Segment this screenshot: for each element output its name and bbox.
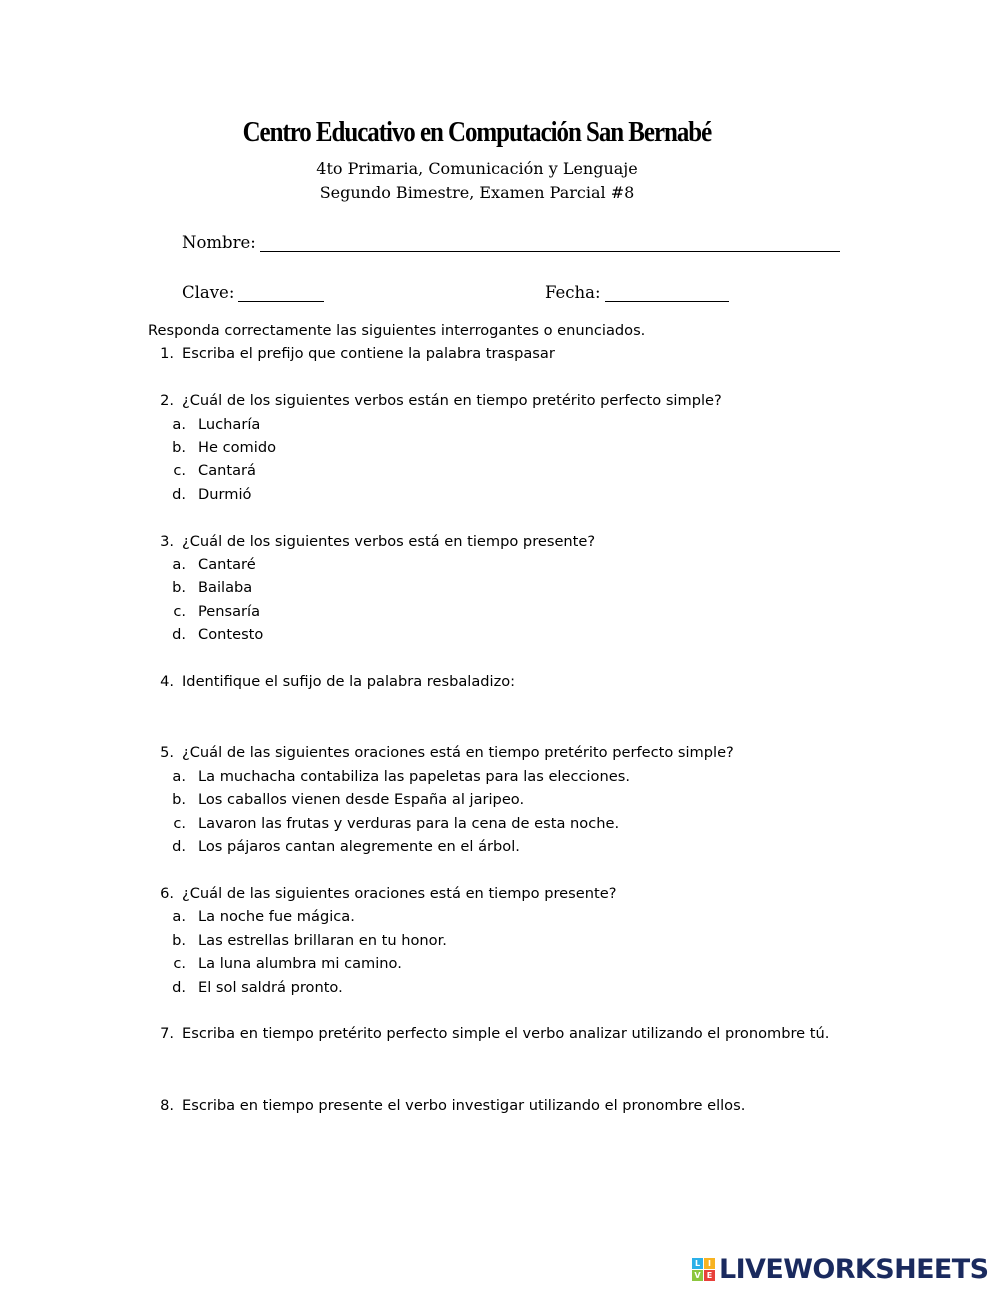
question-number: 3. (160, 532, 174, 550)
option-letter: a. (172, 415, 186, 433)
option-letter: b. (172, 579, 186, 597)
option-item[interactable] (148, 812, 968, 835)
option-letter: a. (172, 908, 186, 926)
question-7 (148, 1022, 968, 1045)
options-list (148, 765, 968, 859)
option-text: Los caballos vienen desde España al jaripeo. (198, 791, 525, 809)
option-item[interactable] (148, 600, 968, 623)
date-field[interactable] (545, 283, 729, 302)
questions-section (148, 319, 968, 1117)
brand-name: LIVEWORKSHEETS (719, 1254, 989, 1285)
question-number: 4. (160, 673, 174, 691)
option-letter: b. (172, 931, 186, 949)
name-label: Nombre: (182, 233, 256, 252)
question-text: ¿Cuál de los siguientes verbos están en tiempo pretérito perfecto simple? (182, 392, 722, 410)
question-text: Escriba en tiempo presente el verbo investigar utilizando el pronombre ellos. (182, 1096, 746, 1114)
option-text: Pensaría (198, 602, 261, 620)
option-text: Durmió (198, 485, 252, 503)
question-number: 5. (160, 744, 174, 762)
question-5 (148, 741, 968, 764)
option-item[interactable] (148, 905, 968, 928)
mark-letter-l: L (692, 1258, 703, 1269)
question-text: Escriba el prefijo que contiene la palabra traspasar (182, 345, 555, 363)
option-text: Lucharía (198, 415, 261, 433)
option-text: He comido (198, 439, 277, 457)
option-text: La noche fue mágica. (198, 908, 355, 926)
date-blank[interactable] (605, 283, 729, 302)
option-text: Cantará (198, 462, 256, 480)
question-8 (148, 1094, 968, 1117)
question-1 (148, 342, 968, 365)
question-6 (148, 882, 968, 905)
option-text: El sol saldrá pronto. (198, 978, 343, 996)
option-item[interactable] (148, 436, 968, 459)
option-letter: a. (172, 556, 186, 574)
option-letter: d. (172, 626, 186, 644)
option-letter: b. (172, 439, 186, 457)
option-item[interactable] (148, 413, 968, 436)
code-blank[interactable] (238, 283, 324, 302)
option-text: Los pájaros cantan alegremente en el árbol. (198, 838, 520, 856)
page-title: Centro Educativo en Computación San Bernabé (242, 116, 712, 148)
option-item[interactable] (148, 553, 968, 576)
code-field[interactable] (182, 283, 324, 302)
options-list (148, 413, 968, 507)
question-number: 6. (160, 884, 174, 902)
mark-letter-v: V (692, 1270, 703, 1281)
option-text: La muchacha contabiliza las papeletas para las elecciones. (198, 767, 630, 785)
option-item[interactable] (148, 623, 968, 646)
options-list (148, 905, 968, 999)
option-letter: b. (172, 791, 186, 809)
liveworksheets-mark-icon (692, 1258, 715, 1281)
exam-subtitle: Segundo Bimestre, Examen Parcial #8 (319, 183, 635, 202)
mark-letter-i: I (704, 1258, 715, 1269)
mark-letter-e: E (704, 1270, 715, 1281)
option-item[interactable] (148, 459, 968, 482)
question-number: 1. (160, 345, 174, 363)
option-letter: c. (173, 955, 186, 973)
question-number: 2. (160, 392, 174, 410)
option-item[interactable] (148, 835, 968, 858)
option-text: Lavaron las frutas y verduras para la cena de esta noche. (198, 814, 620, 832)
option-item[interactable] (148, 952, 968, 975)
option-text: La luna alumbra mi camino. (198, 955, 402, 973)
question-number: 7. (160, 1025, 174, 1043)
liveworksheets-logo (692, 1254, 988, 1285)
option-item[interactable] (148, 976, 968, 999)
option-letter: c. (173, 814, 186, 832)
question-text: ¿Cuál de los siguientes verbos está en tiempo presente? (182, 532, 596, 550)
date-label: Fecha: (545, 283, 601, 302)
instructions: Responda correctamente las siguientes interrogantes o enunciados. (148, 322, 646, 339)
option-letter: d. (172, 978, 186, 996)
course-subtitle: 4to Primaria, Comunicación y Lenguaje (316, 159, 638, 178)
option-letter: d. (172, 485, 186, 503)
name-field[interactable] (182, 233, 840, 252)
option-item[interactable] (148, 765, 968, 788)
option-text: Las estrellas brillaran en tu honor. (198, 931, 447, 949)
option-letter: d. (172, 838, 186, 856)
code-label: Clave: (182, 283, 235, 302)
question-text: Identifique el sufijo de la palabra resbaladizo: (182, 673, 516, 691)
option-letter: a. (172, 767, 186, 785)
question-2 (148, 389, 968, 412)
option-item[interactable] (148, 483, 968, 506)
name-blank[interactable] (260, 233, 840, 252)
question-text: Escriba en tiempo pretérito perfecto simple el verbo analizar utilizando el pronombre tú. (182, 1025, 830, 1043)
question-text: ¿Cuál de las siguientes oraciones está en tiempo presente? (182, 884, 617, 902)
question-text: ¿Cuál de las siguientes oraciones está en tiempo pretérito perfecto simple? (182, 744, 734, 762)
option-text: Bailaba (198, 579, 253, 597)
option-text: Cantaré (198, 556, 256, 574)
options-list (148, 553, 968, 647)
option-item[interactable] (148, 788, 968, 811)
question-number: 8. (160, 1096, 174, 1114)
option-letter: c. (173, 602, 186, 620)
option-item[interactable] (148, 576, 968, 599)
option-letter: c. (173, 462, 186, 480)
question-4 (148, 670, 968, 693)
option-text: Contesto (198, 626, 264, 644)
question-3 (148, 530, 968, 553)
option-item[interactable] (148, 929, 968, 952)
